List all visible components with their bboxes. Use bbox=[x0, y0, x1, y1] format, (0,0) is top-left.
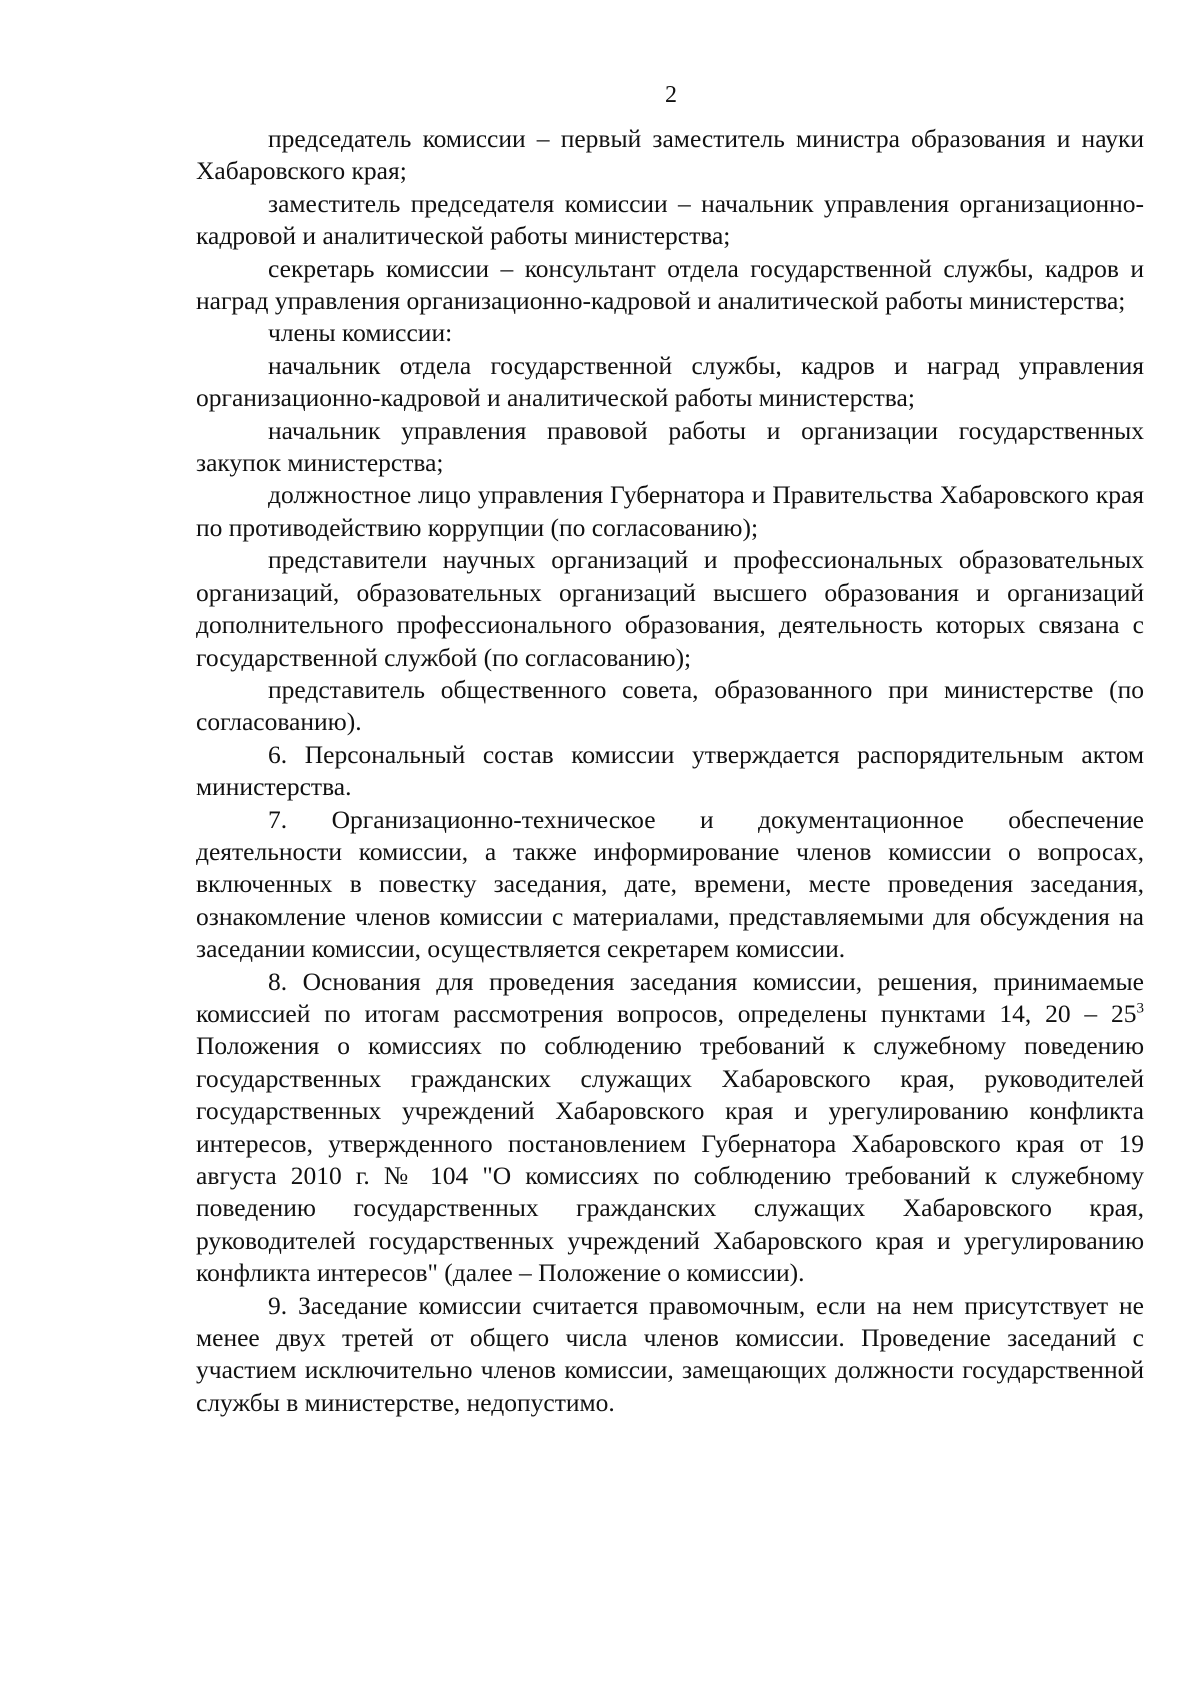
page-number: 2 bbox=[665, 82, 677, 108]
superscript-index: 3 bbox=[1136, 1000, 1144, 1017]
paragraph-item-7: 7. Организационно-техническое и документационное обеспечение деятельности комиссии, а также информирование членов комиссии о вопросах, включенных в повестку заседания, дате, времени, месте проведения заседания, ознакомление членов комиссии с материалами, представляемыми для обсуждения на заседании комиссии, осуществляется секретарем комиссии. bbox=[196, 804, 1144, 964]
paragraph-item-6: 6. Персональный состав комиссии утверждается распорядительным актом министерства. bbox=[196, 739, 1144, 802]
paragraph-item-8 bbox=[196, 966, 1144, 1290]
paragraph-item-8-start: 8. Основания для проведения заседания комиссии, решения, принимаемые комиссией по итогам рассмотрения вопросов, определены пунктами 14, 20 – 25 bbox=[196, 966, 1144, 1028]
paragraph-member-public-council: представитель общественного совета, образованного при министерстве (по согласованию). bbox=[196, 674, 1144, 737]
document-body bbox=[196, 123, 1144, 1419]
paragraph-member-hr-head: начальник отдела государственной службы, кадров и наград управления организационно-кадровой и аналитической работы министерства; bbox=[196, 350, 1144, 413]
paragraph-item-8-end: Положения о комиссиях по соблюдению требований к служебному поведению государственных гражданских служащих Хабаровского края, руководителей государственных учреждений Хабаровского края и урегулированию конфликта интересов, утвержденного постановлением Губернатора Хабаровского края от 19 августа 2010 г. № 104 "О комиссиях по соблюдению требований к служебному поведению государственных гражданских служащих Хабаровского края, руководителей государственных учреждений Хабаровского края и урегулированию конфликта интересов" (далее – Положение о комиссии). bbox=[196, 1031, 1144, 1288]
paragraph-chairman: председатель комиссии – первый заместитель министра образования и науки Хабаровского края; bbox=[196, 124, 1144, 186]
paragraph-member-anticorruption-official: должностное лицо управления Губернатора и Правительства Хабаровского края по противодействию коррупции (по согласованию); bbox=[196, 480, 1144, 542]
paragraph-member-scientific-representatives: представители научных организаций и профессиональных образовательных организаций, образовательных организаций высшего образования и организаций дополнительного профессионального образования, деятельность которых связана с государственной службой (по согласованию); bbox=[196, 545, 1144, 672]
paragraph-secretary: секретарь комиссии – консультант отдела государственной службы, кадров и наград управления организационно-кадровой и аналитической работы министерства; bbox=[196, 253, 1144, 316]
paragraph-deputy-chairman: заместитель председателя комиссии – начальник управления организационно-кадровой и аналитической работы министерства; bbox=[196, 188, 1144, 251]
paragraph-members-heading: члены комиссии: bbox=[268, 318, 453, 348]
paragraph-member-legal-head: начальник управления правовой работы и организации государственных закупок министерства; bbox=[196, 415, 1144, 478]
paragraph-item-9: 9. Заседание комиссии считается правомочным, если на нем присутствует не менее двух третей от общего числа членов комиссии. Проведение заседаний с участием исключительно членов комиссии, замещающих должности государственной службы в министерстве, недопустимо. bbox=[196, 1290, 1144, 1417]
